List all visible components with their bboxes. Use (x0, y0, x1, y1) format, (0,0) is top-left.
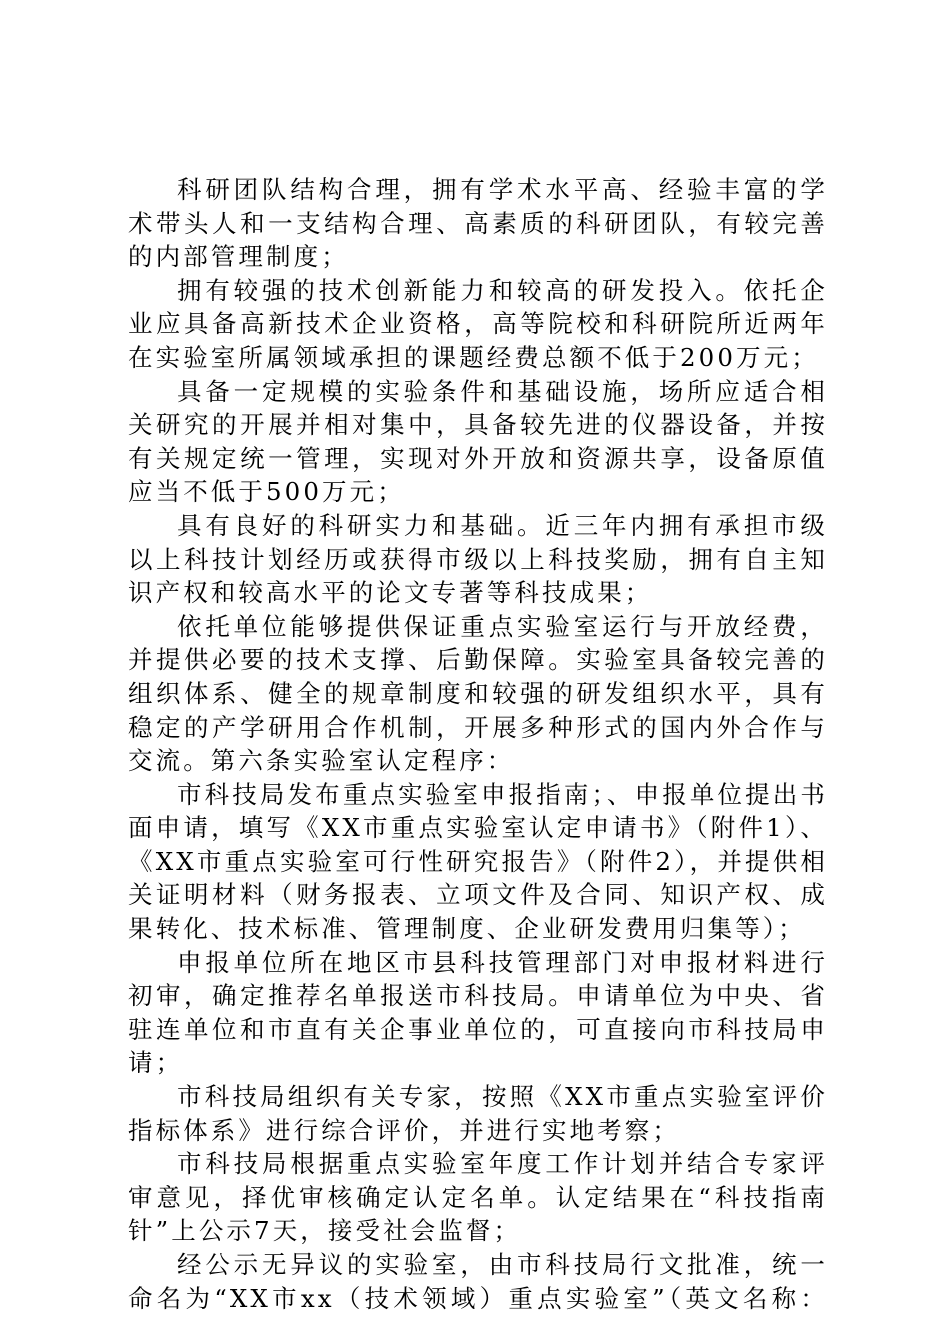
paragraph-10: 经公示无异议的实验室，由市科技局行文批准，统一命名为“XX市xx（技术领域）重点实验室”（英文名称： (128, 1250, 828, 1313)
paragraph-1: 科研团队结构合理，拥有学术水平高、经验丰富的学术带头人和一支结构合理、高素质的科研团队，有较完善的内部管理制度； (128, 175, 828, 272)
paragraph-5: 依托单位能够提供保证重点实验室运行与开放经费，并提供必要的技术支撑、后勤保障。实验室具备较完善的组织体系、健全的规章制度和较强的研发组织水平，具有稳定的产学研用合作机制，开展多种形式的国内外合作与交流。第六条实验室认定程序： (128, 611, 828, 776)
paragraph-2: 拥有较强的技术创新能力和较高的研发投入。依托企业应具备高新技术企业资格，高等院校和科研院所近两年在实验室所属领域承担的课题经费总额不低于200万元； (128, 275, 828, 372)
paragraph-3: 具备一定规模的实验条件和基础设施，场所应适合相关研究的开展并相对集中，具备较先进的仪器设备，并按有关规定统一管理，实现对外开放和资源共享，设备原值应当不低于500万元； (128, 376, 828, 507)
paragraph-8: 市科技局组织有关专家，按照《XX市重点实验室评价指标体系》进行综合评价，并进行实地考察； (128, 1082, 828, 1145)
paragraph-9: 市科技局根据重点实验室年度工作计划并结合专家评审意见，择优审核确定认定名单。认定结果在“科技指南针”上公示7天，接受社会监督； (128, 1149, 828, 1246)
paragraph-7: 申报单位所在地区市县科技管理部门对申报材料进行初审，确定推荐名单报送市科技局。申请单位为中央、省驻连单位和市直有关企事业单位的，可直接向市科技局申请； (128, 947, 828, 1078)
paragraph-6: 市科技局发布重点实验室申报指南；、申报单位提出书面申请，填写《XX市重点实验室认定申请书》（附件1）、《XX市重点实验室可行性研究报告》（附件2），并提供相关证明材料（财务报表、立项文件及合同、知识产权、成果转化、技术标准、管理制度、企业研发费用归集等）； (128, 779, 828, 944)
document-body (128, 173, 828, 1315)
paragraph-4: 具有良好的科研实力和基础。近三年内拥有承担市级以上科技计划经历或获得市级以上科技奖励，拥有自主知识产权和较高水平的论文专著等科技成果； (128, 510, 828, 608)
